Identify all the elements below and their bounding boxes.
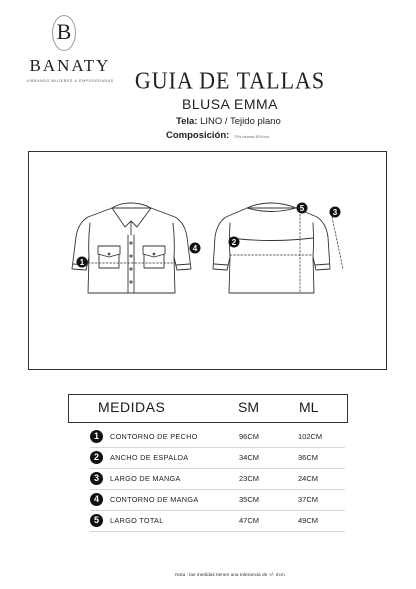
table-row [0, 451, 416, 467]
row-number: 3 [90, 472, 103, 485]
row-label: LARGO TOTAL [110, 516, 164, 525]
front-shirt-drawing [72, 203, 191, 293]
row-divider [90, 510, 345, 511]
page-title: GUIA DE TALLAS [134, 66, 326, 94]
svg-text:3: 3 [332, 208, 338, 217]
fabric-label: Tela: [176, 116, 198, 127]
table-row [0, 493, 416, 509]
row-divider [90, 531, 345, 532]
row-sm-value: 34CM [239, 453, 260, 462]
measure-marker-5 [297, 203, 308, 214]
row-number: 5 [90, 514, 103, 527]
row-divider [90, 468, 345, 469]
row-sm-value: 35CM [239, 495, 260, 504]
table-row [0, 472, 416, 488]
row-ml-value: 24CM [298, 474, 319, 483]
row-number: 4 [90, 493, 103, 506]
shirt-illustration [28, 151, 387, 370]
product-name: BLUSA EMMA [181, 96, 279, 112]
row-divider [90, 447, 345, 448]
row-label: ANCHO DE ESPALDA [110, 453, 189, 462]
row-label: CONTORNO DE PECHO [110, 432, 198, 441]
row-label: CONTORNO DE MANGA [110, 495, 199, 504]
row-ml-value: 102CM [298, 432, 323, 441]
measure-marker-1 [77, 257, 88, 268]
svg-text:4: 4 [192, 244, 198, 253]
row-number: 2 [90, 451, 103, 464]
row-sm-value: 23CM [239, 474, 260, 483]
row-divider [90, 489, 345, 490]
header-size-ml: ML [299, 399, 319, 415]
svg-text:1: 1 [79, 258, 85, 267]
row-number: 1 [90, 430, 103, 443]
logo-tagline: VIBRANDO MUJERES & EMPODERADAS [26, 79, 114, 83]
table-row [0, 430, 416, 446]
row-sm-value: 47CM [239, 516, 260, 525]
fabric-value: LINO / Tejido plano [200, 116, 281, 127]
row-ml-value: 37CM [298, 495, 319, 504]
measure-marker-2 [229, 237, 240, 248]
row-ml-value: 49CM [298, 516, 319, 525]
row-ml-value: 36CM [298, 453, 319, 462]
measure-marker-3 [330, 207, 341, 218]
composition-info [166, 130, 269, 141]
svg-text:5: 5 [299, 204, 305, 213]
svg-text:2: 2 [231, 238, 237, 247]
header-size-sm: SM [238, 399, 259, 415]
logo-monogram: B [56, 19, 72, 44]
fabric-info [176, 116, 281, 127]
row-label: LARGO DE MANGA [110, 474, 181, 483]
logo-brand: BANATY [29, 56, 111, 75]
composition-value: 70% viscosa 30% lino [233, 135, 269, 139]
table-row [0, 514, 416, 530]
header-measure: MEDIDAS [98, 399, 166, 415]
measure-marker-4 [190, 243, 201, 254]
back-shirt-drawing [213, 203, 343, 293]
composition-label: Composición: [166, 130, 230, 141]
tolerance-note: Nota : las medidas tienen una tolerancia de +/- 2cm [175, 573, 285, 578]
row-sm-value: 96CM [239, 432, 260, 441]
